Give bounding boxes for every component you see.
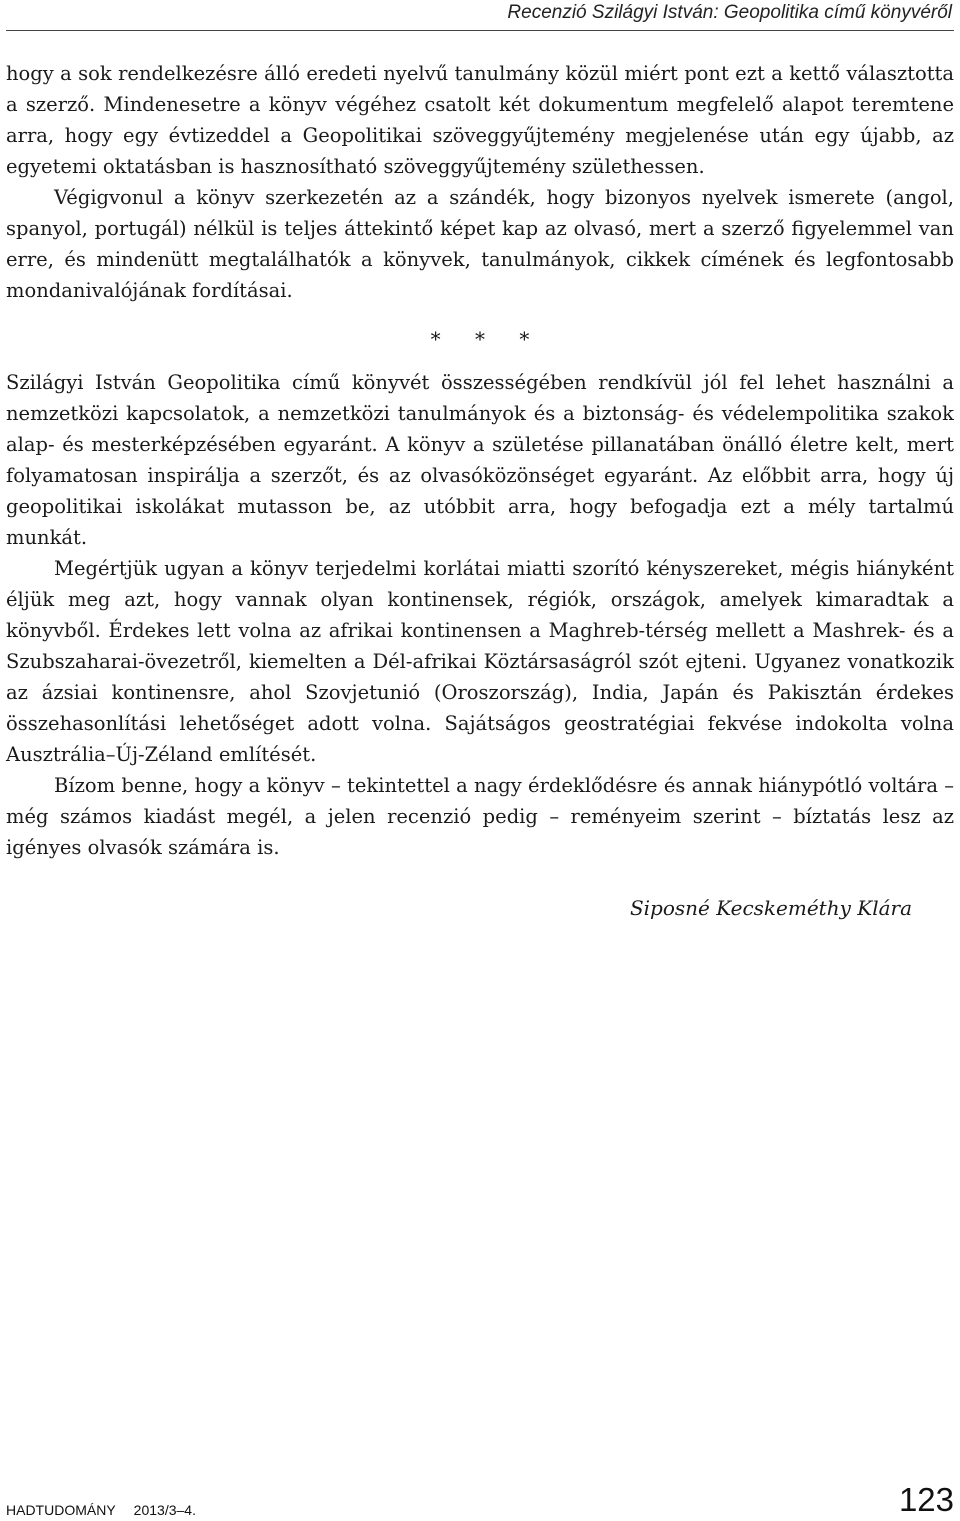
footer-journal-info bbox=[6, 1502, 196, 1518]
journal-name: HADTUDOMÁNY bbox=[6, 1502, 116, 1518]
paragraph: Bízom benne, hogy a könyv – tekintettel a nagy érdeklődésre és annak hiánypótló voltára – még számos kiadást megél, a jelen recenzió pedig – reményeim szerint – bíztatás lesz az igényes olvasók számára is. bbox=[6, 774, 954, 859]
section-separator: * * * bbox=[430, 327, 544, 351]
article-body bbox=[6, 58, 954, 924]
header-rule bbox=[6, 30, 954, 31]
running-header: Recenzió Szilágyi István: Geopolitika című könyvéről bbox=[507, 2, 952, 23]
paragraph-continuation: hogy a sok rendelkezésre álló eredeti nyelvű tanulmány közül miért pont ezt a kettő választotta a szerző. Mindenesetre a könyv végéhez csatolt két dokumentum megfelelő alapot teremtene arra, hogy egy évtizeddel a Geopolitikai szöveggyűjtemény megjelenése után egy újabb, az egyetemi oktatásban is hasznosítható szöveggyűjtemény születhessen. bbox=[6, 62, 954, 178]
page-number: 123 bbox=[898, 1481, 954, 1518]
paragraph: Végigvonul a könyv szerkezetén az a szándék, hogy bizonyos nyelvek ismerete (angol, spanyol, portugál) nélkül is teljes áttekintő képet kap az olvasó, mert a szerző figyelemmel van erre, és mindenütt megtalálhatók a könyvek, tanulmányok, cikkek címének és legfontosabb mondanivalójának fordításai. bbox=[6, 186, 954, 302]
journal-issue: 2013/3–4. bbox=[133, 1502, 196, 1518]
paragraph: Megértjük ugyan a könyv terjedelmi korlátai miatti szorító kényszereket, mégis hiányként éljük meg azt, hogy vannak olyan kontinensek, régiók, országok, amelyek kimaradtak a könyvből. Érdekes lett volna az afrikai kontinensen a Maghreb-térség mellett a Mashrek- és a Szubszaharai-övezetről, kiemelten a Dél-afrikai Köztársaságról szót ejteni. Ugyanez vonatkozik az ázsiai kontinensre, ahol Szovjetunió (Oroszország), India, Japán és Pakisztán érdekes összehasonlítási lehetőséget adott volna. Sajátságos geostratégiai fekvése indokolta volna Ausztrália–Új-Zéland említését. bbox=[6, 557, 954, 766]
paragraph: Szilágyi István Geopolitika című könyvét összességében rendkívül jól fel lehet használni a nemzetközi kapcsolatok, a nemzetközi tanulmányok és a biztonság- és védelempolitika szakok alap- és mesterképzésében egyaránt. A könyv a születése pillanatában önálló életre kelt, mert folyamatosan inspirálja a szerzőt, és az olvasóközönséget egyaránt. Az előbbit arra, hogy új geopolitikai iskolákat mutasson be, az utóbbit arra, hogy befogadja ezt a mély tartalmú munkát. bbox=[6, 371, 954, 549]
author-signature: Siposné Kecskeméthy Klára bbox=[629, 896, 912, 920]
